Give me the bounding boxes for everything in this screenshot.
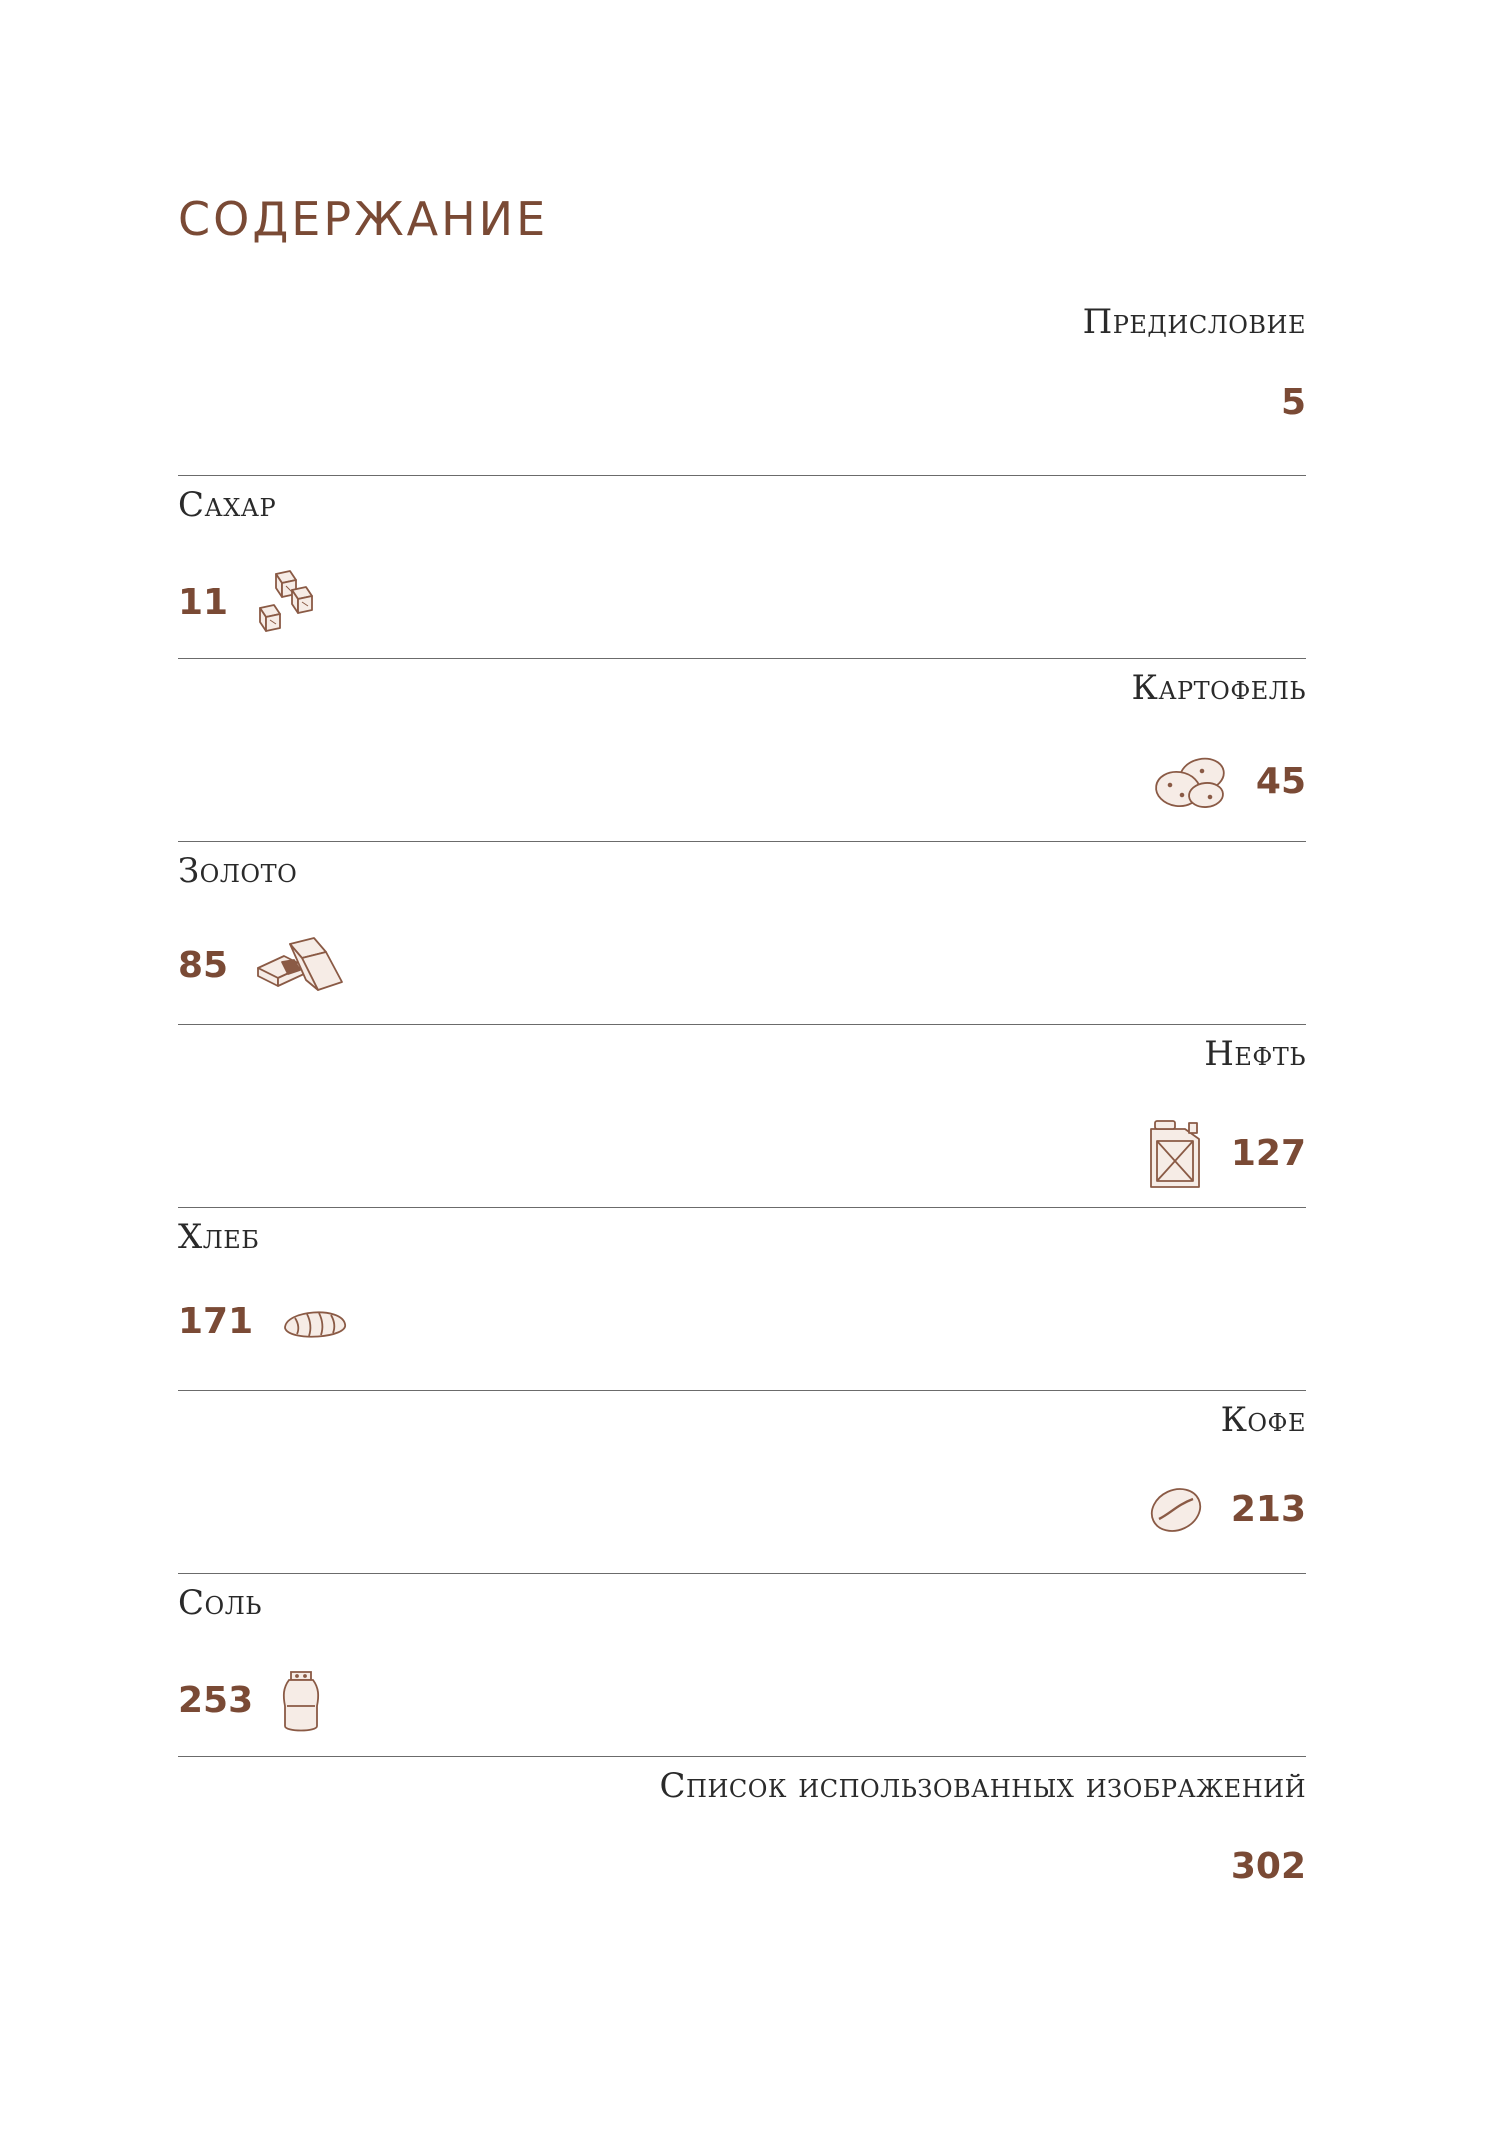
salt-shaker-icon (279, 1666, 323, 1736)
toc-entry-title: Нефть (1204, 1034, 1306, 1074)
toc-entry-title: Предисловие (1082, 302, 1306, 342)
toc-entry-title: Кофе (1220, 1400, 1306, 1440)
toc-page-number: 85 (178, 945, 229, 986)
toc-entry-salt[interactable] (178, 1574, 1306, 1757)
toc-entry-sugar[interactable] (178, 476, 1306, 659)
toc-entry-title: Картофель (1131, 668, 1306, 708)
toc-entry-potato[interactable] (178, 659, 1306, 842)
toc-entry-oil[interactable] (178, 1025, 1306, 1208)
toc-entry-title: Хлеб (178, 1217, 260, 1257)
toc-entry-bread[interactable] (178, 1208, 1306, 1391)
toc-page-number: 5 (1280, 382, 1306, 423)
toc-entry-preface[interactable] (178, 293, 1306, 476)
potatoes-icon (1150, 751, 1230, 813)
gold-bars-icon (254, 934, 346, 998)
table-of-contents (178, 293, 1306, 1940)
sugar-cubes-icon (254, 568, 324, 638)
bread-icon (279, 1300, 351, 1344)
toc-entry-title: Соль (178, 1583, 262, 1623)
toc-page-number: 171 (178, 1301, 254, 1342)
toc-entry-coffee[interactable] (178, 1391, 1306, 1574)
toc-page-number: 213 (1230, 1489, 1306, 1530)
toc-page-number: 253 (178, 1680, 254, 1721)
toc-page-number: 45 (1255, 761, 1306, 802)
toc-entry-title: Сахар (178, 485, 277, 525)
toc-entry-title: Золото (178, 851, 298, 891)
coffee-bean-icon (1147, 1483, 1205, 1537)
jerrycan-icon (1145, 1117, 1205, 1191)
toc-page-number: 127 (1230, 1133, 1306, 1174)
page-title: СОДЕРЖАНИЕ (178, 192, 549, 246)
toc-page-number: 302 (1230, 1846, 1306, 1887)
toc-entry-title: Список использованных изображений (659, 1766, 1306, 1806)
toc-page-number: 11 (178, 582, 229, 623)
toc-entry-gold[interactable] (178, 842, 1306, 1025)
toc-entry-image-list[interactable] (178, 1757, 1306, 1940)
